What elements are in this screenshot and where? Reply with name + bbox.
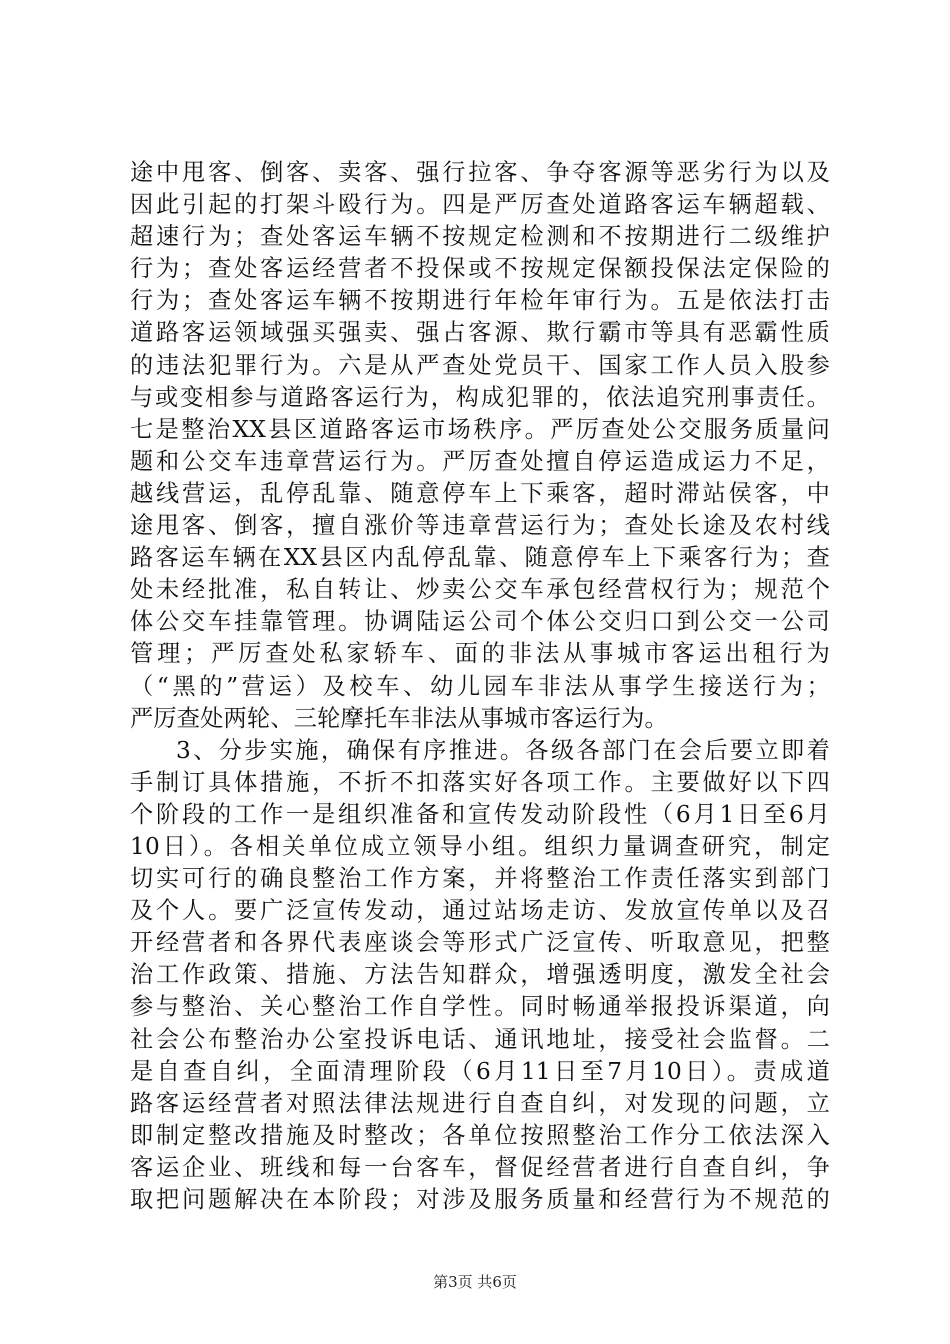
text-line: 行为；查处客运经营者不投保或不按规定保额投保法定保险的 xyxy=(130,255,830,283)
text-line: （“黑的”营运）及校车、幼儿园车非法从事学生接送行为； xyxy=(130,672,830,700)
text-line: 处未经批准，私自转让、炒卖公交车承包经营权行为；规范个 xyxy=(130,576,830,604)
text-line: 社会公布整治办公室投诉电话、通讯地址，接受社会监督。二 xyxy=(130,1025,830,1053)
text-line: 因此引起的打架斗殴行为。四是严厉查处道路客运车辆超载、 xyxy=(130,191,830,219)
text-line: 切实可行的确良整治工作方案，并将整治工作责任落实到部门 xyxy=(130,865,830,893)
page-number-footer: 第3页 共6页 xyxy=(433,1273,517,1291)
text-line: 七是整治XX县区道路客运市场秩序。严厉查处公交服务质量问 xyxy=(130,415,830,443)
text-line: 手制订具体措施，不折不扣落实好各项工作。主要做好以下四 xyxy=(130,768,830,796)
text-line: 途中甩客、倒客、卖客、强行拉客、争夺客源等恶劣行为以及 xyxy=(130,159,830,186)
paragraph-start-line: 3、分步实施，确保有序推进。各级各部门在会后要立即着 xyxy=(176,736,830,764)
text-line: 参与整治、关心整治工作自学性。同时畅通举报投诉渠道，向 xyxy=(130,993,830,1021)
text-line: 题和公交车违章营运行为。严厉查处擅自停运造成运力不足， xyxy=(130,447,830,475)
text-line: 行为；查处客运车辆不按期进行年检年审行为。五是依法打击 xyxy=(130,287,830,315)
text-line: 超速行为；查处客运车辆不按规定检测和不按期进行二级维护 xyxy=(130,223,830,251)
text-line: 路客运经营者对照法律法规进行自查自纠，对发现的问题，立 xyxy=(130,1089,830,1117)
text-line: 越线营运，乱停乱靠、随意停车上下乘客，超时滞站侯客，中 xyxy=(130,479,830,507)
text-line: 个阶段的工作一是组织准备和宣传发动阶段性（6月1日至6月 xyxy=(130,800,830,828)
text-line: 体公交车挂靠管理。协调陆运公司个体公交归口到公交一公司 xyxy=(130,608,830,636)
text-line: 严厉查处两轮、三轮摩托车非法从事城市客运行为。 xyxy=(130,704,668,732)
text-line: 客运企业、班线和每一台客车，督促经营者进行自查自纠，争 xyxy=(130,1153,830,1181)
text-line: 即制定整改措施及时整改；各单位按照整治工作分工依法深入 xyxy=(130,1121,830,1149)
text-line: 是自查自纠，全面清理阶段（6月11日至7月10日）。责成道 xyxy=(130,1057,830,1085)
text-line: 路客运车辆在XX县区内乱停乱靠、随意停车上下乘客行为；查 xyxy=(130,544,830,572)
text-line: 与或变相参与道路客运行为，构成犯罪的，依法追究刑事责任。 xyxy=(130,383,830,411)
text-line: 途甩客、倒客，擅自涨价等违章营运行为；查处长途及农村线 xyxy=(130,512,830,540)
text-line: 开经营者和各界代表座谈会等形式广泛宣传、听取意见，把整 xyxy=(130,929,830,957)
text-line: 治工作政策、措施、方法告知群众，增强透明度，激发全社会 xyxy=(130,961,830,989)
text-line: 及个人。要广泛宣传发动，通过站场走访、发放宣传单以及召 xyxy=(130,897,830,925)
text-line: 的违法犯罪行为。六是从严查处党员干、国家工作人员入股参 xyxy=(130,351,830,379)
text-line: 管理；严厉查处私家轿车、面的非法从事城市客运出租行为 xyxy=(130,640,830,668)
text-line: 道路客运领域强买强卖、强占客源、欺行霸市等具有恶霸性质 xyxy=(130,319,830,347)
text-line: 10日）。各相关单位成立领导小组。组织力量调查研究，制定 xyxy=(130,832,830,860)
text-line: 取把问题解决在本阶段；对涉及服务质量和经营行为不规范的 xyxy=(130,1186,830,1213)
document-body xyxy=(130,157,830,1216)
